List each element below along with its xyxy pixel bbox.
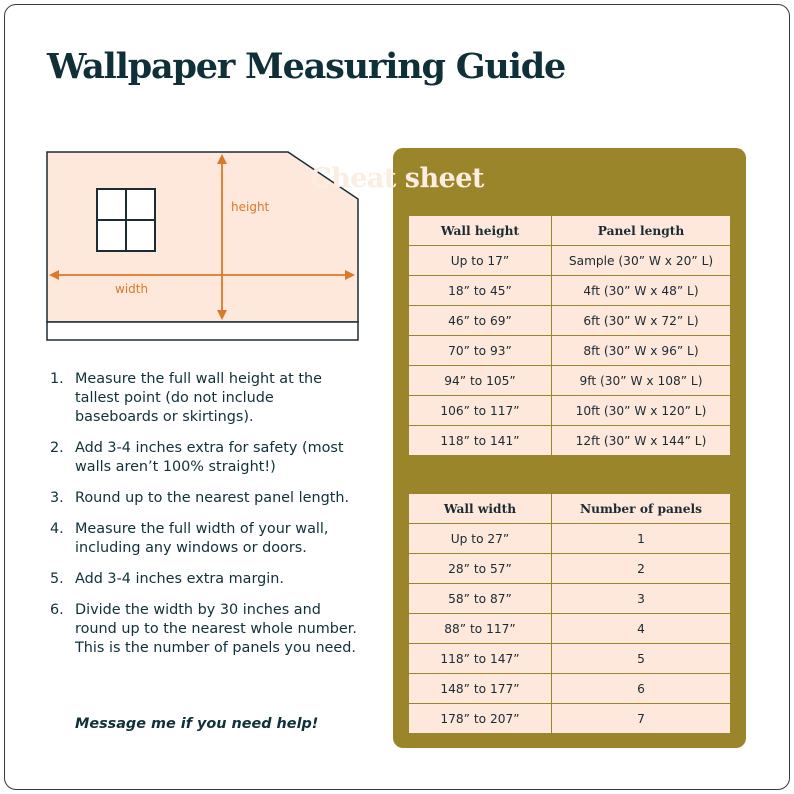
table-cell: 12ft (30” W x 144” L) (552, 426, 731, 456)
floor-strip (47, 322, 358, 340)
page-title: Wallpaper Measuring Guide (47, 46, 566, 87)
table-row (409, 396, 731, 426)
table-cell: 4ft (30” W x 48” L) (552, 276, 731, 306)
table-row (409, 584, 731, 614)
table-row (409, 276, 731, 306)
table-row (409, 674, 731, 704)
cheat-sheet-title: Cheat sheet (310, 163, 484, 194)
col-header: Wall width (409, 494, 552, 524)
table-cell: 5 (552, 644, 731, 674)
col-header: Number of panels (552, 494, 731, 524)
steps-list (50, 370, 360, 670)
step-item: 3. Round up to the nearest panel length. (50, 490, 350, 506)
table-cell: 178” to 207” (409, 704, 552, 734)
table-row (409, 366, 731, 396)
table-cell: Sample (30” W x 20” L) (552, 246, 731, 276)
table-cell: Up to 27” (409, 524, 552, 554)
table-cell: 8ft (30” W x 96” L) (552, 336, 731, 366)
table-cell: 70” to 93” (409, 336, 552, 366)
table-cell: 118” to 147” (409, 644, 552, 674)
panel-length-table (408, 215, 731, 456)
table-row (409, 524, 731, 554)
table-cell: 106” to 117” (409, 396, 552, 426)
height-label: height (231, 200, 270, 214)
table-cell: 6 (552, 674, 731, 704)
table-cell: 28” to 57” (409, 554, 552, 584)
table-cell: 58” to 87” (409, 584, 552, 614)
window-icon (97, 189, 155, 251)
table-cell: 118” to 141” (409, 426, 552, 456)
table-cell: 18” to 45” (409, 276, 552, 306)
table-cell: Up to 17” (409, 246, 552, 276)
table-row (409, 644, 731, 674)
step-item: 1. Measure the full wall height at the tallest point (do not include baseboards or skirtings). (50, 371, 322, 425)
step-item: 6. Divide the width by 30 inches and round up to the nearest whole number. This is the number of panels you need. (50, 602, 357, 656)
table-cell: 10ft (30” W x 120” L) (552, 396, 731, 426)
step-item: 4. Measure the full width of your wall, including any windows or doors. (50, 521, 329, 556)
table-row (409, 246, 731, 276)
table-row (409, 554, 731, 584)
help-message: Message me if you need help! (75, 716, 319, 732)
step-item: 2. Add 3-4 inches extra for safety (most walls aren’t 100% straight!) (50, 440, 344, 475)
table-row (409, 426, 731, 456)
table-row (409, 306, 731, 336)
table-row (409, 336, 731, 366)
table-cell: 46” to 69” (409, 306, 552, 336)
table-cell: 4 (552, 614, 731, 644)
width-label: width (115, 282, 149, 296)
table-cell: 94” to 105” (409, 366, 552, 396)
table-cell: 3 (552, 584, 731, 614)
table-cell: 148” to 177” (409, 674, 552, 704)
table-cell: 9ft (30” W x 108” L) (552, 366, 731, 396)
table-cell: 88” to 117” (409, 614, 552, 644)
table-row (409, 704, 731, 734)
step-item: 5. Add 3-4 inches extra margin. (50, 571, 284, 587)
table-cell: 7 (552, 704, 731, 734)
col-header: Wall height (409, 216, 552, 246)
table-cell: 6ft (30” W x 72” L) (552, 306, 731, 336)
col-header: Panel length (552, 216, 731, 246)
table-header-row (409, 216, 731, 246)
table-header-row (409, 494, 731, 524)
table-row (409, 614, 731, 644)
table-cell: 1 (552, 524, 731, 554)
table-cell: 2 (552, 554, 731, 584)
panel-count-table (408, 493, 731, 734)
